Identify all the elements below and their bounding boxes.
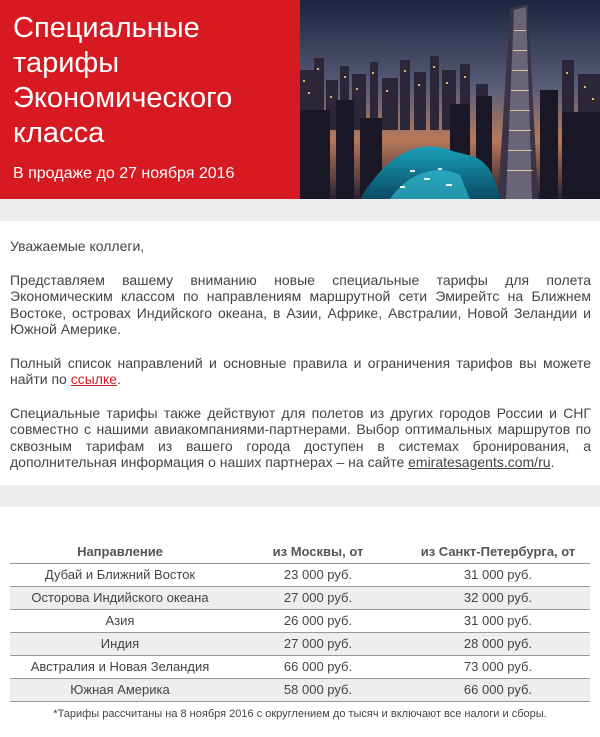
spb-fare-cell: 66 000 руб. <box>406 678 590 701</box>
table-row <box>10 655 590 678</box>
partners-text-end: . <box>550 454 555 470</box>
fares-footnote: *Тарифы рассчитаны на 8 ноября 2016 с округлением до тысяч и включают все налоги и сборы. <box>53 708 547 720</box>
table-row <box>10 586 590 609</box>
rules-link[interactable]: ссылке <box>70 371 118 387</box>
destination-cell: Австралия и Новая Зеландия <box>10 655 230 678</box>
spb-fare-cell: 31 000 руб. <box>406 609 590 632</box>
moscow-fare-cell: 27 000 руб. <box>230 586 406 609</box>
header-from-spb: из Санкт-Петербурга, от <box>406 540 590 563</box>
rules-paragraph <box>10 355 591 388</box>
moscow-fare-cell: 27 000 руб. <box>230 632 406 655</box>
moscow-fare-cell: 23 000 руб. <box>230 563 406 586</box>
hero-title-line: класса <box>13 117 105 149</box>
moscow-fare-cell: 58 000 руб. <box>230 678 406 701</box>
hero-title-line: Специальные <box>13 12 200 44</box>
destination-cell: Индия <box>10 632 230 655</box>
rules-text: Полный список направлений и основные правила и ограничения тарифов вы можете найти по <box>10 354 591 387</box>
moscow-fare-cell: 26 000 руб. <box>230 609 406 632</box>
destination-cell: Азия <box>10 609 230 632</box>
rules-text-end: . <box>117 371 121 387</box>
destination-cell: Южная Америка <box>10 678 230 701</box>
intro-paragraph: Представляем вашему вниманию новые специальные тарифы для полета Экономическим классом по направлениям маршрутной сети Эмирейтс на Ближнем Востоке, островах Индийского океана, в Азии, Африке, Австралии, Новой Зеландии и Южной Америке. <box>10 271 591 337</box>
header-destination: Направление <box>10 540 230 563</box>
table-row <box>10 678 590 701</box>
destination-cell: Дубай и Ближний Восток <box>10 563 230 586</box>
section-divider <box>0 485 600 507</box>
hero-red-panel <box>0 0 300 199</box>
section-divider <box>0 199 600 221</box>
fares-table <box>10 540 590 702</box>
spb-fare-cell: 31 000 руб. <box>406 563 590 586</box>
header-from-moscow: из Москвы, от <box>230 540 406 563</box>
hero-title-line: тарифы <box>13 47 120 79</box>
table-row <box>10 632 590 655</box>
destination-cell: Осторова Индийского океана <box>10 586 230 609</box>
greeting: Уважаемые коллеги, <box>10 238 145 254</box>
partners-site-link[interactable]: emiratesagents.com/ru <box>408 454 551 470</box>
hero-banner <box>0 0 600 199</box>
table-row <box>10 609 590 632</box>
dubai-marina-night-photo <box>300 0 600 199</box>
spb-fare-cell: 32 000 руб. <box>406 586 590 609</box>
table-header-row <box>10 540 590 563</box>
hero-title <box>13 11 293 151</box>
spb-fare-cell: 73 000 руб. <box>406 655 590 678</box>
table-row <box>10 563 590 586</box>
moscow-fare-cell: 66 000 руб. <box>230 655 406 678</box>
spb-fare-cell: 28 000 руб. <box>406 632 590 655</box>
hero-subtitle: В продаже до 27 ноября 2016 <box>13 165 235 182</box>
hero-title-line: Экономического <box>13 82 233 114</box>
partners-paragraph <box>10 405 591 471</box>
partners-text: Специальные тарифы также действуют для полетов из других городов России и СНГ совместно с нашими авиакомпаниями-партнерами. Выбор оптимальных маршрутов по сквозным тарифам из вашего города доступен в системах бронирования, а дополнительная информация о наших партнерах – на сайте <box>10 404 591 470</box>
letter-body <box>10 238 591 488</box>
